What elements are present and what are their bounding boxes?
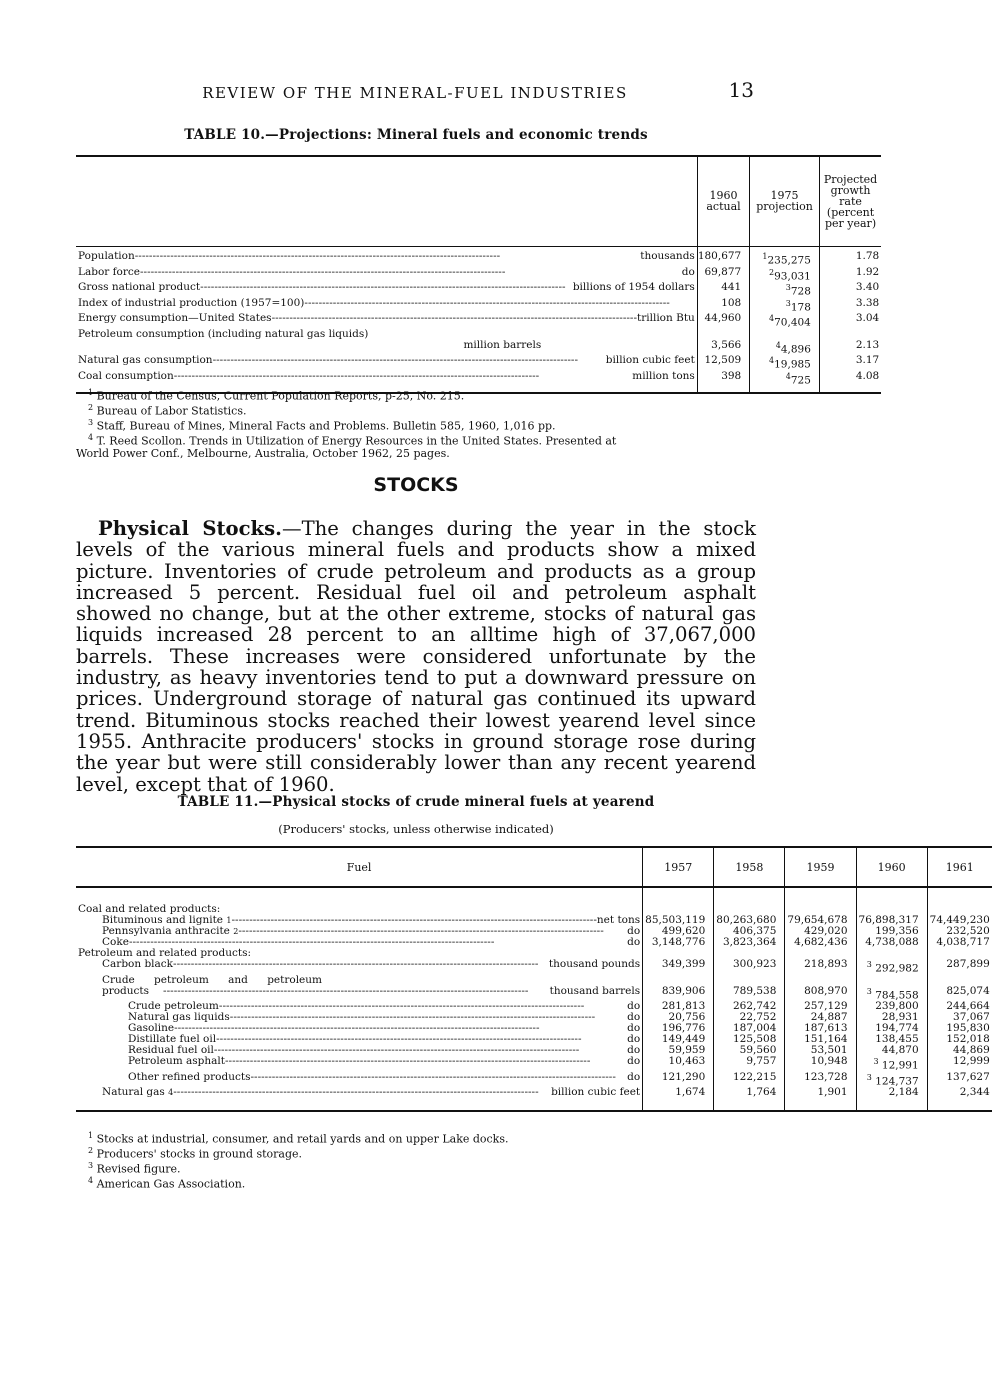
table-row: Carbon black ----- thousand pounds 349,399 300,923 218,893 $^3$ 292,982 287,899 xyxy=(76,959,992,975)
table-row: Pennsylvania anthracite 2 ----- do 499,620 406,375 429,020 199,356 232,520 xyxy=(76,926,992,937)
body-paragraph xyxy=(76,518,756,795)
table-row: Distillate fuel oil ----- do 149,449 125,508 151,164 138,455 152,018 xyxy=(76,1034,992,1045)
table10-col-1975: 1975 projection xyxy=(750,156,820,246)
table11-col-1961: 1961 xyxy=(945,860,974,874)
table-row: Natural gas 4 ----- billion cubic feet 1,674 1,764 1,901 2,184 2,344 xyxy=(76,1087,992,1111)
table-row: Residual fuel oil ----- do 59,959 59,560 53,501 44,870 44,869 xyxy=(76,1045,992,1056)
page-number: 13 xyxy=(728,78,754,102)
table11-col-1959: 1959 xyxy=(785,847,856,887)
table-row: Crude petroleum ----- do 281,813 262,742 257,129 239,800 244,664 xyxy=(76,1001,992,1012)
section-heading: STOCKS xyxy=(373,474,459,496)
table-row: Energy consumption—United States ----- trillion Btu 44,960 $^4$70,404 3.04 xyxy=(76,313,881,329)
table11 xyxy=(76,846,990,1112)
table-row: Petroleum asphalt ----- do 10,463 9,757 10,948 $^3$ 12,991 12,999 xyxy=(76,1056,992,1072)
paragraph-lead: Physical Stocks. xyxy=(98,517,282,540)
table11-subtitle: (Producers' stocks, unless otherwise indicated) xyxy=(278,822,554,836)
running-header: REVIEW OF THE MINERAL-FUEL INDUSTRIES xyxy=(202,84,628,102)
table-row: Petroleum consumption (including natural gas liquids) million barrels 3,566 $^4$4,896 2.13 xyxy=(78,327,880,355)
table11-col-fuel: Fuel xyxy=(76,847,643,887)
paragraph-text: —The changes during the year in the stock levels of the various mineral fuels and products show a mixed picture. Inventories of crude petroleum and products as a group increased 5 percent. Residual fuel oil and petroleum asphalt showed no change, but at the other extreme, stocks of natural gas liquids increased 28 percent to an alltime high of 37,067,000 barrels. These increases were considered unfortunate by the industry, as heavy inventories tend to put a downward pressure on prices. Underground storage of natural gas continued its upward trend. Bituminous stocks reached their lowest yearend level since 1955. Anthracite producers' stocks in ground storage rose during the year but were still considerably lower than any recent yearend level, except that of 1960. xyxy=(76,517,757,796)
row-label: Population xyxy=(78,250,135,262)
table10 xyxy=(76,155,880,394)
table-row: Crude petroleum and petroleum products ----- thousand barrels 839,906 789,538 808,970 $^3$ 784,558 825,074 xyxy=(76,975,992,1002)
table-row: Natural gas consumption ----- billion cubic feet 12,509 $^4$19,985 3.17 xyxy=(76,355,881,371)
table-row: Bituminous and lignite 1 ----- net tons 85,503,119 80,263,680 79,654,678 76,898,317 74,449,230 xyxy=(76,915,992,926)
table11-footnotes: $^1$ Stocks at industrial, consumer, and retail yards and on upper Lake docks. $^2$ Producers' stocks in ground storage. $^3$ Revised figure. $^4$ American Gas Association. xyxy=(88,1131,509,1192)
table-row: Labor force ----- do 69,877 $^2$93,031 1.92 xyxy=(76,267,881,283)
table-row: Index of industrial production (1957=100) ----- 108 $^3$178 3.38 xyxy=(76,298,881,314)
table10-title: TABLE 10.—Projections: Mineral fuels and economic trends xyxy=(184,127,648,143)
table-row: Coke ----- do 3,148,776 3,823,364 4,682,436 4,738,088 4,038,717 xyxy=(76,937,992,948)
table10-footnotes: $^1$ Bureau of the Census, Current Population Reports, p-25, No. 215. $^2$ Bureau of Labor Statistics. $^3$ Staff, Bureau of Mines, Mineral Facts and Problems. Bulletin 585, 1960, 1,016 pp. $^4$ T. Reed Scollon. Trends in Utilization of Energy Resources in the United States. Presented at World Power Conf., Melbourne, Australia, October 1962, 25 pages. xyxy=(76,388,617,460)
table11-col-1960: 1960 xyxy=(856,847,927,887)
table-row: Gasoline ----- do 196,776 187,004 187,613 194,774 195,830 xyxy=(76,1023,992,1034)
table-row: Coal consumption ----- million tons 398 $^4$725 4.08 xyxy=(76,371,881,393)
table11-title: TABLE 11.—Physical stocks of crude mineral fuels at yearend xyxy=(177,794,655,810)
table11-col-1958: 1958 xyxy=(714,847,785,887)
group-label: Petroleum and related products: xyxy=(76,948,643,959)
table-row: Population ----- thousands 180,677 $^1$235,275 1.78 xyxy=(76,248,881,267)
table-row: Natural gas liquids ----- do 20,756 22,752 24,887 28,931 37,067 xyxy=(76,1012,992,1023)
table-row: Gross national product ----- billions of 1954 dollars 441 $^3$728 3.40 xyxy=(76,282,881,298)
group-label: Coal and related products: xyxy=(76,887,643,915)
table-row: Other refined products ----- do 121,290 122,215 123,728 $^3$ 124,737 137,627 xyxy=(76,1072,992,1088)
table10-col-growth: Projected growth rate (percent per year) xyxy=(823,172,878,230)
table11-col-1957: 1957 xyxy=(643,847,714,887)
table10-col-1960: 1960 actual xyxy=(697,156,749,246)
